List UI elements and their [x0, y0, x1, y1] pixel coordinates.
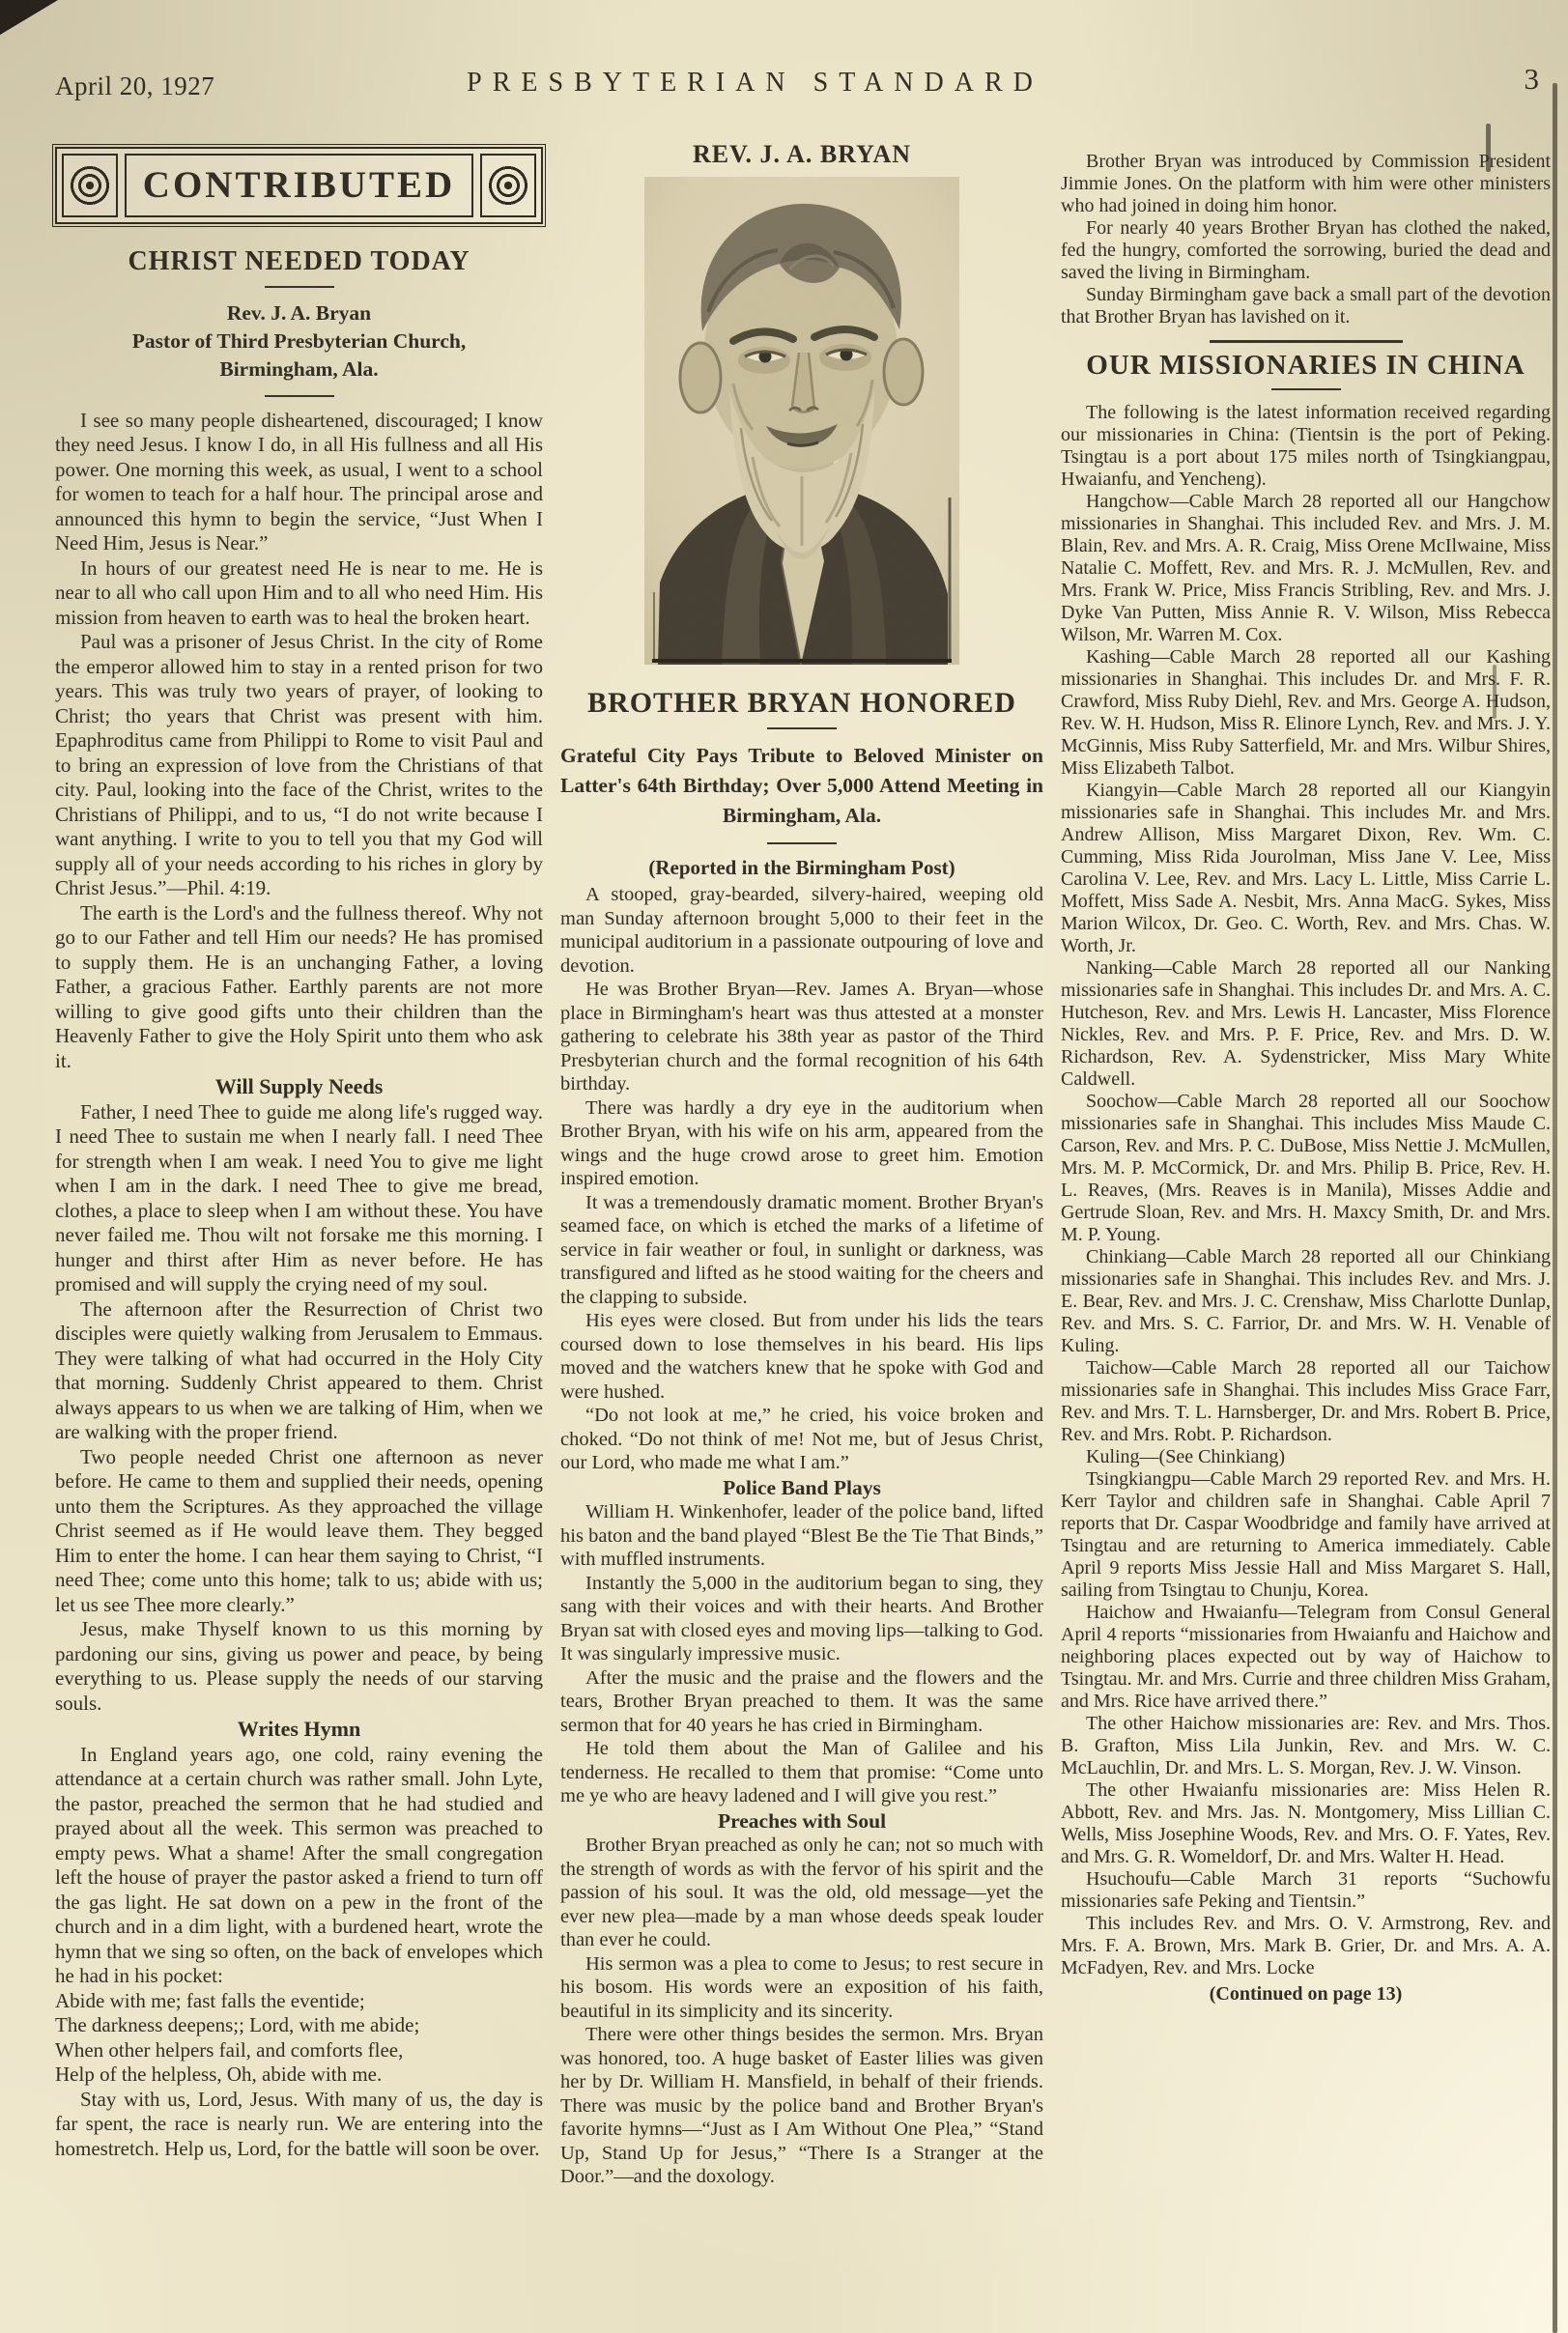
divider-rule [767, 842, 837, 844]
article-deck: Grateful City Pays Tribute to Beloved Minister on Latter's 64th Birthday; Over 5,000 Attend Meeting in Birmingham, Ala. [560, 743, 1043, 827]
paragraph: Hangchow—Cable March 28 reported all our Hangchow missionaries in Shanghai. This included Rev. and Mrs. J. M. Blain, Rev. and Mrs. A. R. Craig, Miss Orene McIlwaine, Miss Natalie C. Moffett, Rev. and Mrs. R. J. McMullen, Rev. and Mrs. Frank W. Price, Miss Francis Stribling, Rev. and Mrs. J. Dyke Van Putten, Miss Annie R. V. Wilson, Miss Rebecca Wilson, Mr. Warren M. Cox. [1061, 491, 1551, 645]
paragraph: Paul was a prisoner of Jesus Christ. In the city of Rome the emperor allowed him to stay in a rented prison for two years. This was truly two years of prayer, of looking to Christ; tho years that Christ was present with him. Epaphroditus came from Philippi to Rome to visit Paul and to bring an expression of love from the Christians of that city. Paul, looking into the face of the Christ, writes to the Christians of Philippi, and to us, “I do not write because I want anything. I write to you to tell you that my God will supply all of your needs according to his riches in glory by Christ Jesus.”—Phil. 4:19. [55, 630, 543, 899]
paragraph: His eyes were closed. But from under his lids the tears coursed down to lose themselves in his beard. His lips moved and the watchers knew that he spoke with God and were hushed. [560, 1310, 1043, 1403]
paragraph: After the music and the praise and the flowers and the tears, Brother Bryan preached to them. It was the same sermon that for 40 years he has cried in Birmingham. [560, 1666, 1043, 1736]
article-headline: BROTHER BRYAN HONORED [587, 687, 1016, 719]
divider-rule [1210, 340, 1403, 343]
paragraph: The afternoon after the Resurrection of Christ two disciples were quietly walking from Jerusalem to Emmaus. They were talking of what had occurred in the Holy City that morning. Suddenly Christ appeared to them. Christ always appears to us when we are talking of Him, when we are walking with the proper friend. [55, 1296, 543, 1443]
paragraph: Sunday Birmingham gave back a small part of the devotion that Brother Bryan has lavished on it. [1061, 284, 1551, 327]
contributed-label: CONTRIBUTED [125, 154, 473, 217]
column-right [1061, 151, 1551, 2006]
hymn-verse-line: The darkness deepens;; Lord, with me abide; [55, 2013, 420, 2036]
paragraph: It was a tremendously dramatic moment. Brother Bryan's seamed face, on which is etched the marks of a lifetime of service in fair weather or foul, in sunlight or darkness, was transfigured and lifted as he stood waiting for the cheers and the clapping to subside. [560, 1191, 1043, 1308]
paragraph: There were other things besides the sermon. Mrs. Bryan was honored, too. A huge basket of Easter lilies was given her by Dr. William H. Mansfield, in behalf of their friends. There was music by the police band and Brother Bryan's favorite hymns—“Just as I Am Without One Plea,” “Stand Up, Stand Up for Jesus,” “There Is a Stranger at the Door.”—and the doxology. [560, 2024, 1043, 2187]
bullseye-ornament-icon [480, 154, 536, 217]
paragraph: Kuling—(See Chinkiang) [1086, 1446, 1286, 1467]
paragraph: Father, I need Thee to guide me along life's rugged way. I need Thee to sustain me when I nearly fall. I need Thee for strength when I am weak. I need You to give me light when I am in the dark. I need Thee to give me bread, clothes, a place to sleep when I am without these. You have never failed me. Thou wilt not forsake me this morning. I hunger and thirst after Him as never before. He has promised and will supply the crying need of my soul. [55, 1099, 543, 1295]
article-body-right [1061, 402, 1551, 1979]
article-title: CHRIST NEEDED TODAY [128, 246, 470, 276]
hymn-verse-line: Help of the helpless, Oh, abide with me. [55, 2063, 383, 2086]
paragraph: Kashing—Cable March 28 reported all our Kashing missionaries in Shanghai. This includes Dr. and Mrs. F. R. Crawford, Miss Ruby Diehl, Rev. and Mrs. George A. Hudson, Rev. W. H. Hudson, Miss R. Elinore Lynch, Rev. and Mrs. J. Y. McGinnis, Miss Ruby Satterfield, Mr. and Mrs. Wilbur Shires, Miss Elizabeth Talbot. [1061, 646, 1551, 779]
paragraph: Two people needed Christ one afternoon as never before. He came to them and supplied their needs, opening unto them the Scriptures. As they approached the village Christ seemed as if He would leave them. They begged Him to enter the home. I can hear them saying to Christ, “I need Thee; come unto this home; talk to us; abide with us; let us see Thee more clearly.” [55, 1444, 543, 1616]
article-body-left [55, 409, 543, 2162]
column-middle [560, 140, 1043, 2189]
paragraph: Tsingkiangpu—Cable March 29 reported Rev. and Mrs. H. Kerr Taylor and children safe in Shanghai. Cable April 7 reports that Dr. Caspar Woodbridge and family have arrived at Tsingtau and are returning to America immediately. Cable April 9 reports Miss Jessie Hall and Miss Margaret S. Hall, sailing from Tsingtau to Chunju, Korea. [1061, 1468, 1551, 1601]
byline-city: Birmingham, Ala. [219, 356, 379, 381]
hymn-verse-line: When other helpers fail, and comforts flee, [55, 2037, 404, 2062]
paragraph: Chinkiang—Cable March 28 reported all our Chinkiang missionaries safe in Shanghai. This includes Rev. and Mrs. J. E. Bear, Rev. and Mrs. J. C. Crenshaw, Miss Charlotte Dunlap, Rev. and Mrs. S. C. Farrior, Dr. and Mrs. W. H. Venable of Kuling. [1061, 1246, 1551, 1356]
paragraph: In hours of our greatest need He is near to me. He is near to all who call upon Him and to all who need Him. His mission from heaven to earth was to heal the broken heart. [55, 555, 543, 629]
paragraph: Kiangyin—Cable March 28 reported all our Kiangyin missionaries safe in Shanghai. This includes Mr. and Mrs. Andrew Allison, Miss Margaret Dixon, Rev. Wm. C. Cumming, Miss Rida Jourolman, Miss Jane V. Lee, Miss Carolina V. Lee, Rev. and Mrs. Lacy L. Little, Miss Carrie L. Moffett, Miss Sade A. Nesbit, Mrs. Anna MacG. Sykes, Miss Marion Wilcox, Dr. Geo. C. Worth, Rev. and Mrs. Chas. W. Worth, Jr. [1061, 780, 1551, 956]
paragraph: Brother Bryan preached as only he can; not so much with the strength of words as with the fervor of his spirit and the passion of his soul. It was the old, old message—yet the ever new plea—made by a man whose deeds speak louder than ever he could. [560, 1835, 1043, 1950]
scan-corner-artifact [0, 0, 58, 35]
byline-author: Rev. J. A. Bryan [226, 300, 372, 325]
paragraph: Hsuchoufu—Cable March 31 reports “Suchowfu missionaries safe Peking and Tientsin.” [1061, 1868, 1551, 1912]
page-number: 3 [1524, 62, 1539, 96]
paragraph: The following is the latest information received regarding our missionaries in China: (Tientsin is the port of Peking. Tsingtau is a port about 175 miles north of Tsingkiangpau, Hwaianfu, and Yencheng). [1061, 402, 1551, 490]
paragraph: Brother Bryan was introduced by Commission President Jimmie Jones. On the platform with him were other ministers who had joined in doing him honor. [1061, 151, 1551, 216]
article-body-right-top [1061, 151, 1551, 328]
subheading: Preaches with Soul [717, 1808, 887, 1833]
article-credit: (Reported in the Birmingham Post) [648, 855, 955, 879]
paragraph: In England years ago, one cold, rainy evening the attendance at a certain church was rather small. John Lyte, the pastor, preached the sermon that he had studied and prayed about all the week. This sermon was preached to empty pews. What a shame! After the small congregation left the house of prayer the pastor asked a friend to turn off the gas light. He sat down on a pew in the front of the church and in a dim light, with a burdened heart, wrote the hymn that we sing so often, on the back of envelopes which he had in his pocket: [55, 1742, 543, 1987]
paragraph: The other Haichow missionaries are: Rev. and Mrs. Thos. B. Grafton, Miss Lila Junkin, Rev. and Mrs. W. C. McLauchlin, Dr. and Mrs. L. S. Morgan, Rev. J. W. Vinson. [1061, 1713, 1551, 1778]
divider-rule [265, 286, 334, 288]
subheading: Will Supply Needs [214, 1074, 384, 1098]
paragraph: Instantly the 5,000 in the auditorium began to sing, they sang with their voices and with their hearts. And Brother Bryan sat with closed eyes and moving lips—talking to God. It was singularly impressive music. [560, 1572, 1043, 1664]
section-title: OUR MISSIONARIES IN CHINA [1086, 350, 1525, 381]
divider-rule [265, 395, 334, 397]
paragraph: For nearly 40 years Brother Bryan has clothed the naked, fed the hungry, comforted the sorrowing, buried the dead and saved the living in Birmingham. [1061, 217, 1551, 283]
paragraph: Jesus, make Thyself known to us this morning by pardoning our sins, giving us power and peace, by being everything to us. Please supply the needs of our starving souls. [55, 1617, 543, 1715]
paragraph: Soochow—Cable March 28 reported all our Soochow missionaries safe in Shanghai. This includes Miss Maude C. Carson, Rev. and Mrs. P. C. DuBose, Miss Nettie J. McMullen, Mrs. M. P. McCormick, Dr. and Mrs. Philip B. Price, Rev. H. L. Reaves, (Mrs. Reaves is in Manila), Misses Addie and Gertrude Sloan, Rev. and Mrs. H. Maxcy Smith, Dr. and Mrs. M. P. Young. [1061, 1091, 1551, 1245]
column-left [55, 145, 543, 2161]
page-edge-shadow [1553, 83, 1557, 2333]
hymn-verse-line: Abide with me; fast falls the eventide; [55, 1988, 365, 2012]
divider-rule [767, 727, 837, 729]
paragraph: William H. Winkenhofer, leader of the police band, lifted his baton and the band played “Blest Be the Tie That Binds,” with muffled instruments. [560, 1501, 1043, 1570]
paragraph: Haichow and Hwaianfu—Telegram from Consul General April 4 reports “missionaries from Hwaianfu and Haichow and neighboring places expected out by way of Haichow to Tsingtau. Mr. and Mrs. Currie and three children Miss Graham, and Mrs. Rice have arrived there.” [1061, 1602, 1551, 1712]
paragraph: I see so many people disheartened, discouraged; I know they need Jesus. I know I do, in all His fullness and all His power. One morning this week, as usual, I went to a school for women to teach for a half hour. The principal arose and announced this hymn to begin the service, “Just When I Need Him, Jesus is Near.” [55, 408, 543, 555]
paragraph: This includes Rev. and Mrs. O. V. Armstrong, Rev. and Mrs. F. A. Brown, Mrs. Mark B. Grier, Dr. and Mrs. A. A. McFadyen, Rev. and Mrs. Locke [1061, 1913, 1551, 1978]
journal-title: PRESBYTERIAN STANDARD [467, 68, 1043, 98]
paragraph: Stay with us, Lord, Jesus. With many of us, the day is far spent, the race is nearly run. We are entering into the homestretch. Help us, Lord, for the battle will soon be over. [55, 2087, 543, 2160]
bullseye-ornament-icon [62, 154, 118, 217]
paragraph: Nanking—Cable March 28 reported all our Nanking missionaries safe in Shanghai. This includes Dr. and Mrs. A. C. Hutcheson, Rev. and Mrs. Lewis H. Lancaster, Miss Florence Nickles, Rev. and Mrs. P. F. Price, Rev. and Mrs. D. W. Richardson, Rev. A. Sydenstricker, Miss Mary White Caldwell. [1061, 957, 1551, 1090]
subheading: Police Band Plays [723, 1475, 881, 1499]
paragraph: “Do not look at me,” he cried, his voice broken and choked. “Do not think of me! Not me, but of Jesus Christ, our Lord, who made me what I am.” [560, 1405, 1043, 1473]
paragraph: A stooped, gray-bearded, silvery-haired, weeping old man Sunday afternoon brought 5,000 to their feet in the municipal auditorium in a passionate outpouring of love and devotion. [560, 884, 1043, 977]
contributed-banner [55, 147, 543, 224]
byline-role: Pastor of Third Presbyterian Church, [131, 328, 467, 353]
paragraph: The other Hwaianfu missionaries are: Miss Helen R. Abbott, Rev. and Mrs. Jas. N. Montgomery, Miss Lillian C. Wells, Miss Josephine Woods, Rev. and Mrs. O. F. Yates, Rev. and Mrs. G. R. Womeldorf, Dr. and Mrs. Walter H. Head. [1061, 1779, 1551, 1867]
photo-caption: REV. J. A. BRYAN [692, 140, 912, 168]
subheading: Writes Hymn [237, 1717, 361, 1741]
paragraph: His sermon was a plea to come to Jesus; to rest secure in his bosom. His words were an exposition of his faith, beautiful in its simplicity and its sincerity. [560, 1952, 1043, 2022]
paragraph: He was Brother Bryan—Rev. James A. Bryan—whose place in Birmingham's heart was thus attested at a monster gathering to celebrate his 38th year as pastor of the Third Presbyterian church and the formal recognition of his 64th birthday. [560, 979, 1043, 1095]
divider-rule [1271, 388, 1341, 390]
paragraph: The earth is the Lord's and the fullness thereof. Why not go to our Father and tell Him our needs? He has promised to supply them. He is an unchanging Father, a loving Father, a gracious Father. Earthly parents are not more willing to give good gifts unto their children than the Heavenly Father to give the Holy Spirit unto them who ask it. [55, 900, 543, 1072]
portrait-photo [644, 177, 959, 671]
continued-note: (Continued on page 13) [1209, 1983, 1403, 2005]
paragraph: There was hardly a dry eye in the auditorium when Brother Bryan, with his wife on his arm, appeared from the wings and the huge crowd arose to greet him. Emotion inspired emotion. [560, 1096, 1043, 1189]
portrait-illustration [644, 177, 959, 665]
issue-date: April 20, 1927 [55, 71, 215, 100]
article-body-middle [560, 883, 1043, 2189]
paragraph: He told them about the Man of Galilee and his tenderness. He recalled to them that promise: “Come unto me ye who are heavy ladened and I will give you rest.” [560, 1738, 1043, 1807]
paragraph: Taichow—Cable March 28 reported all our Taichow missionaries safe in Shanghai. This includes Miss Grace Farr, Rev. and Mrs. T. L. Harnsberger, Dr. and Mrs. Robert B. Price, Rev. and Mrs. Robt. P. Richardson. [1061, 1357, 1551, 1445]
